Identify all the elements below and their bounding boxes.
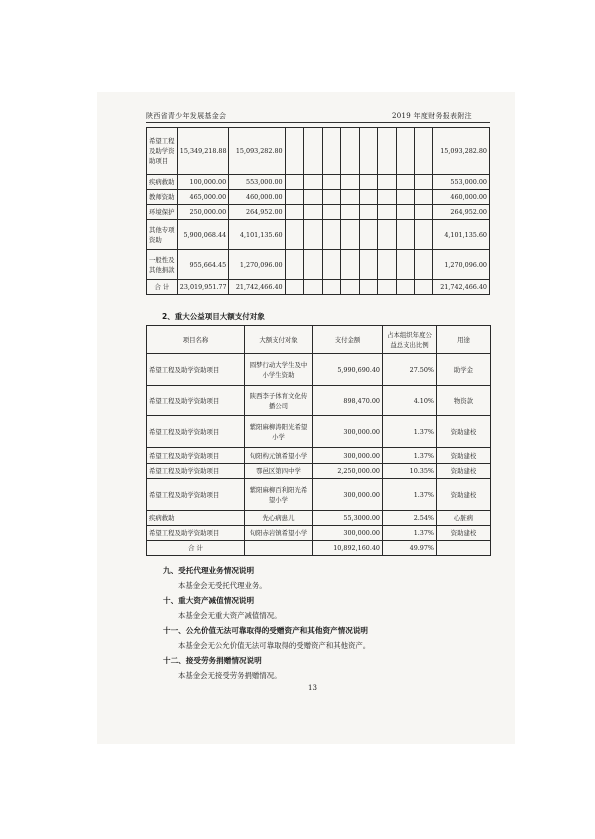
cell-use: 物资款 xyxy=(437,386,491,416)
cell-empty xyxy=(415,190,433,205)
cell-empty xyxy=(341,128,359,175)
cell-empty xyxy=(341,175,359,190)
cell-value: 23,019,951.77 xyxy=(177,280,228,295)
table-row xyxy=(147,190,490,205)
table-row xyxy=(147,386,491,416)
header-project: 项目名称 xyxy=(147,326,245,354)
table-total-row xyxy=(147,280,490,295)
cell-payee: 陕西李子体育文化传播公司 xyxy=(245,386,313,416)
cell-empty xyxy=(378,280,396,295)
cell-empty xyxy=(341,280,359,295)
cell-ratio: 4.10% xyxy=(383,386,437,416)
cell-value: 264,952.00 xyxy=(229,205,285,220)
cell-payee: 旬阳构元镇希望小学 xyxy=(245,448,313,464)
cell-total: 21,742,466.40 xyxy=(433,280,490,295)
table-row xyxy=(147,511,491,526)
cell-value: 955,664.45 xyxy=(177,250,228,280)
section-heading: 十一、公允价值无法可靠取得的受赠资产和其他资产情况说明 xyxy=(163,626,369,635)
table-row xyxy=(147,128,490,175)
cell-amount: 898,470.00 xyxy=(313,386,383,416)
cell-empty xyxy=(378,128,396,175)
cell-empty xyxy=(304,190,322,205)
cell-empty xyxy=(304,250,322,280)
section-title: 2、重大公益项目大额支付对象 xyxy=(162,312,265,321)
cell-value: 250,000.00 xyxy=(177,205,228,220)
cell-empty xyxy=(285,250,303,280)
cell-total-ratio: 49.97% xyxy=(383,541,437,556)
cell-amount: 300,000.00 xyxy=(313,448,383,464)
cell-project: 希望工程及助学资助项目 xyxy=(147,386,245,416)
cell-amount: 300,000.00 xyxy=(313,416,383,448)
cell-empty xyxy=(396,190,414,205)
header-title: 2019 年度财务报表附注 xyxy=(392,112,472,120)
cell-empty xyxy=(304,128,322,175)
cell-payee: 旬阳赤岩镇希望小学 xyxy=(245,526,313,541)
table-row xyxy=(147,205,490,220)
cell-empty xyxy=(359,250,377,280)
donation-income-table xyxy=(146,127,490,295)
table-row xyxy=(147,448,491,464)
cell-empty xyxy=(341,205,359,220)
cell-use: 资助建校 xyxy=(437,416,491,448)
cell-project: 希望工程及助学资助项目 xyxy=(147,479,245,511)
section-body: 本基金会无受托代理业务。 xyxy=(178,581,267,590)
header-ratio: 占本组织年度公益总支出比例 xyxy=(383,326,437,354)
cell-empty xyxy=(322,205,340,220)
cell-empty xyxy=(415,175,433,190)
cell-project: 希望工程及助学资助项目 xyxy=(147,448,245,464)
header-rule xyxy=(146,122,490,123)
cell-total: 4,101,135.60 xyxy=(433,220,490,250)
cell-total: 460,000.00 xyxy=(433,190,490,205)
cell-project: 希望工程及助学资助项目 xyxy=(147,464,245,479)
cell-empty xyxy=(322,175,340,190)
cell-empty xyxy=(415,250,433,280)
table-row xyxy=(147,416,491,448)
cell-payee: 先心病患儿 xyxy=(245,511,313,526)
cell-payee: 鄠邑区第四中学 xyxy=(245,464,313,479)
cell-total: 1,270,096.00 xyxy=(433,250,490,280)
cell-name: 疾病救助 xyxy=(147,175,178,190)
table-header-row xyxy=(147,326,491,354)
cell-empty xyxy=(304,205,322,220)
cell-name: 教师资助 xyxy=(147,190,178,205)
cell-empty xyxy=(285,175,303,190)
cell-value: 5,900,068.44 xyxy=(177,220,228,250)
cell-empty xyxy=(322,190,340,205)
cell-empty xyxy=(396,250,414,280)
cell-empty xyxy=(304,175,322,190)
cell-empty xyxy=(285,280,303,295)
cell-empty xyxy=(322,250,340,280)
cell-empty xyxy=(285,220,303,250)
table-row xyxy=(147,526,491,541)
cell-use: 资助建校 xyxy=(437,526,491,541)
section-body: 本基金会无接受劳务捐赠情况。 xyxy=(178,671,282,680)
cell-empty xyxy=(322,280,340,295)
cell-ratio: 27.50% xyxy=(383,354,437,386)
cell-empty xyxy=(396,280,414,295)
cell-empty xyxy=(359,205,377,220)
table-row xyxy=(147,250,490,280)
cell-empty xyxy=(396,220,414,250)
header-org: 陕西省青少年发展基金会 xyxy=(146,112,227,120)
cell-amount: 300,000.00 xyxy=(313,479,383,511)
cell-empty xyxy=(415,205,433,220)
cell-empty xyxy=(378,205,396,220)
cell-empty xyxy=(378,250,396,280)
cell-value: 4,101,135.60 xyxy=(229,220,285,250)
header-amount: 支付金额 xyxy=(313,326,383,354)
section-heading: 十、重大资产减值情况说明 xyxy=(163,596,255,605)
cell-empty xyxy=(285,205,303,220)
cell-amount: 300,000.00 xyxy=(313,526,383,541)
cell-empty xyxy=(285,128,303,175)
header-payee: 大额支付对象 xyxy=(245,326,313,354)
cell-project: 希望工程及助学资助项目 xyxy=(147,416,245,448)
cell-amount: 55,3000.00 xyxy=(313,511,383,526)
cell-total: 264,952.00 xyxy=(433,205,490,220)
section-body: 本基金会无重大资产减值情况。 xyxy=(178,611,282,620)
cell-empty xyxy=(341,220,359,250)
cell-amount: 2,250,000.00 xyxy=(313,464,383,479)
cell-use: 资助建校 xyxy=(437,464,491,479)
cell-use: 助学金 xyxy=(437,354,491,386)
cell-empty xyxy=(322,220,340,250)
cell-name: 其他专项资助 xyxy=(147,220,178,250)
cell-total: 15,093,282.80 xyxy=(433,128,490,175)
cell-empty xyxy=(304,220,322,250)
page-number: 13 xyxy=(308,684,317,692)
header-use: 用途 xyxy=(437,326,491,354)
cell-empty xyxy=(415,280,433,295)
cell-use: 资助建校 xyxy=(437,479,491,511)
cell-value: 15,349,218.88 xyxy=(177,128,228,175)
cell-name: 希望工程及助学资助项目 xyxy=(147,128,178,175)
section-body: 本基金会无公允价值无法可靠取得的受赠资产和其他资产。 xyxy=(178,641,371,650)
cell-value: 21,742,466.40 xyxy=(229,280,285,295)
cell-project: 疾病救助 xyxy=(147,511,245,526)
cell-value: 15,093,282.80 xyxy=(229,128,285,175)
cell-ratio: 1.37% xyxy=(383,448,437,464)
cell-ratio: 2.54% xyxy=(383,511,437,526)
cell-ratio: 1.37% xyxy=(383,479,437,511)
cell-empty xyxy=(396,128,414,175)
cell-empty xyxy=(341,190,359,205)
cell-ratio: 1.37% xyxy=(383,526,437,541)
cell-payee: 紫阳麻柳涛阳光希望小学 xyxy=(245,416,313,448)
cell-ratio: 10.35% xyxy=(383,464,437,479)
cell-empty xyxy=(359,220,377,250)
cell-empty xyxy=(359,190,377,205)
cell-project: 希望工程及助学资助项目 xyxy=(147,526,245,541)
cell-empty xyxy=(415,128,433,175)
cell-empty xyxy=(359,128,377,175)
cell-name: 环境保护 xyxy=(147,205,178,220)
cell-use: 心脏病 xyxy=(437,511,491,526)
cell-payee: 紫阳麻柳百利阳光希望小学 xyxy=(245,479,313,511)
cell-empty xyxy=(359,280,377,295)
cell-total-amount: 10,892,160.40 xyxy=(313,541,383,556)
cell-empty xyxy=(396,205,414,220)
cell-empty xyxy=(378,220,396,250)
cell-empty xyxy=(359,175,377,190)
cell-empty xyxy=(245,541,313,556)
major-payee-table xyxy=(146,325,491,556)
cell-value: 460,000.00 xyxy=(229,190,285,205)
section-heading: 十二、接受劳务捐赠情况说明 xyxy=(163,656,262,665)
table-row xyxy=(147,479,491,511)
cell-empty xyxy=(437,541,491,556)
cell-total-label: 合 计 xyxy=(147,541,245,556)
cell-empty xyxy=(378,175,396,190)
section-heading: 九、受托代理业务情况说明 xyxy=(163,566,255,575)
cell-value: 553,000.00 xyxy=(229,175,285,190)
cell-empty xyxy=(378,190,396,205)
table-row xyxy=(147,175,490,190)
table-row xyxy=(147,220,490,250)
cell-payee: 圆梦行动大学生及中小学生资助 xyxy=(245,354,313,386)
cell-empty xyxy=(285,190,303,205)
cell-empty xyxy=(304,280,322,295)
cell-empty xyxy=(415,220,433,250)
table-row xyxy=(147,354,491,386)
cell-value: 100,000.00 xyxy=(177,175,228,190)
cell-project: 希望工程及助学资助项目 xyxy=(147,354,245,386)
cell-ratio: 1.37% xyxy=(383,416,437,448)
cell-name: 合 计 xyxy=(147,280,178,295)
table-total-row xyxy=(147,541,491,556)
cell-use: 资助建校 xyxy=(437,448,491,464)
cell-total: 553,000.00 xyxy=(433,175,490,190)
cell-value: 465,000.00 xyxy=(177,190,228,205)
cell-empty xyxy=(322,128,340,175)
cell-empty xyxy=(396,175,414,190)
cell-empty xyxy=(341,250,359,280)
table-row xyxy=(147,464,491,479)
cell-amount: 5,990,690.40 xyxy=(313,354,383,386)
cell-value: 1,270,096.00 xyxy=(229,250,285,280)
cell-name: 一般性及其他捐款 xyxy=(147,250,178,280)
